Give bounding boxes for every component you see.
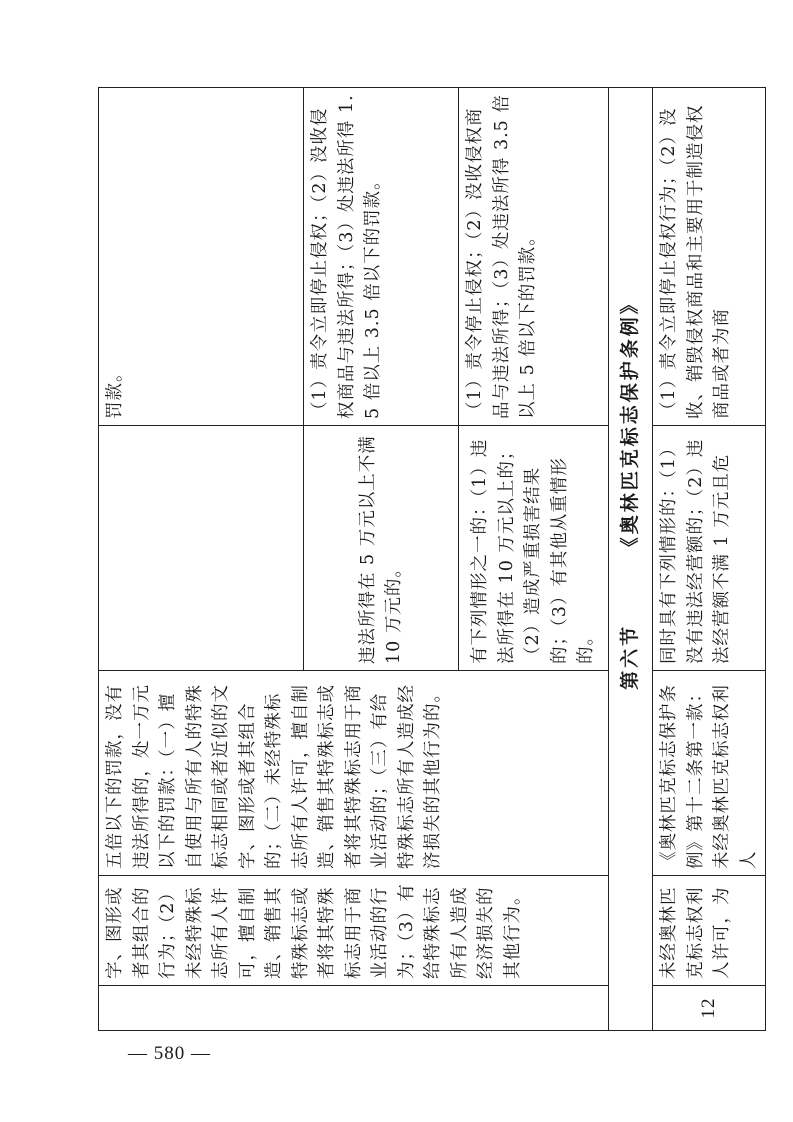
section-label: 第六节 (619, 623, 642, 690)
penalty-cell-12: （1）责令立即停止侵权行为；（2）没收、销毁侵权商品和主要用于制造侵权商品或者为商 (653, 88, 766, 426)
row-number-cell-12: 12 (653, 986, 766, 1031)
legal-basis-cell: 五倍以下的罚款，没有违法所得的，处一万元以下的罚款：（一）擅自使用与所有人的特殊标志相同或者近似的文字、图形或者其组合的；（二）未经特殊标志所有人许可，擅自制造、销售其特殊标志或者将其特殊标志用于商业活动的；（三）有给特殊标志所有人造成经济损失的其他行为的。 (99, 671, 609, 876)
penalty-cell-1: （1）责令立即停止侵权；（2）没收侵权商品与违法所得；（3）处违法所得 1.5 倍以上 3.5 倍以下的罚款。 (304, 88, 459, 426)
condition-cell-12: 同时具有下列情形的：（1）没有违法经营额的；（2）违法经营额不满 1 万元且危 (653, 426, 766, 671)
table-row-12 (653, 88, 766, 1031)
table-row-previous (99, 88, 304, 1031)
condition-cell-1: 违法所得在 5 万元以上不满 10 万元的。 (304, 426, 459, 671)
section-title: 《奥林匹克标志保护条例》 (619, 292, 642, 557)
regulation-table (98, 87, 766, 1031)
page-number: — 580 — (128, 1043, 211, 1064)
violation-description-cell: 字、图形或者其组合的行为；（2）未经特殊标志所有人许可，擅自制造、销售其特殊标志或者将其特殊标志用于商业活动的行为；（3）有给特殊标志所有人造成经济损失的其他行为。 (99, 876, 609, 986)
condition-cell-blank (99, 426, 304, 671)
penalty-cell-top: 罚款。 (99, 88, 304, 426)
legal-basis-cell-12: 《奥林匹克标志保护条例》第十二条第一款：未经奥林匹克标志权利人 (653, 671, 766, 876)
section-header (609, 88, 653, 1031)
section-header-row (609, 88, 653, 1031)
regulation-table-container (98, 88, 759, 1031)
row-number-cell (99, 986, 609, 1031)
violation-description-cell-12: 未经奥林匹克标志权利人许可，为 (653, 876, 766, 986)
condition-cell-2: 有下列情形之一的：（1）违法所得在 10 万元以上的；（2）造成严重损害结果的；（3）有其他从重情形的。 (459, 426, 609, 671)
penalty-cell-2: （1）责令停止侵权；（2）没收侵权商品与违法所得；（3）处违法所得 3.5 倍以上 5 倍以下的罚款。 (459, 88, 609, 426)
